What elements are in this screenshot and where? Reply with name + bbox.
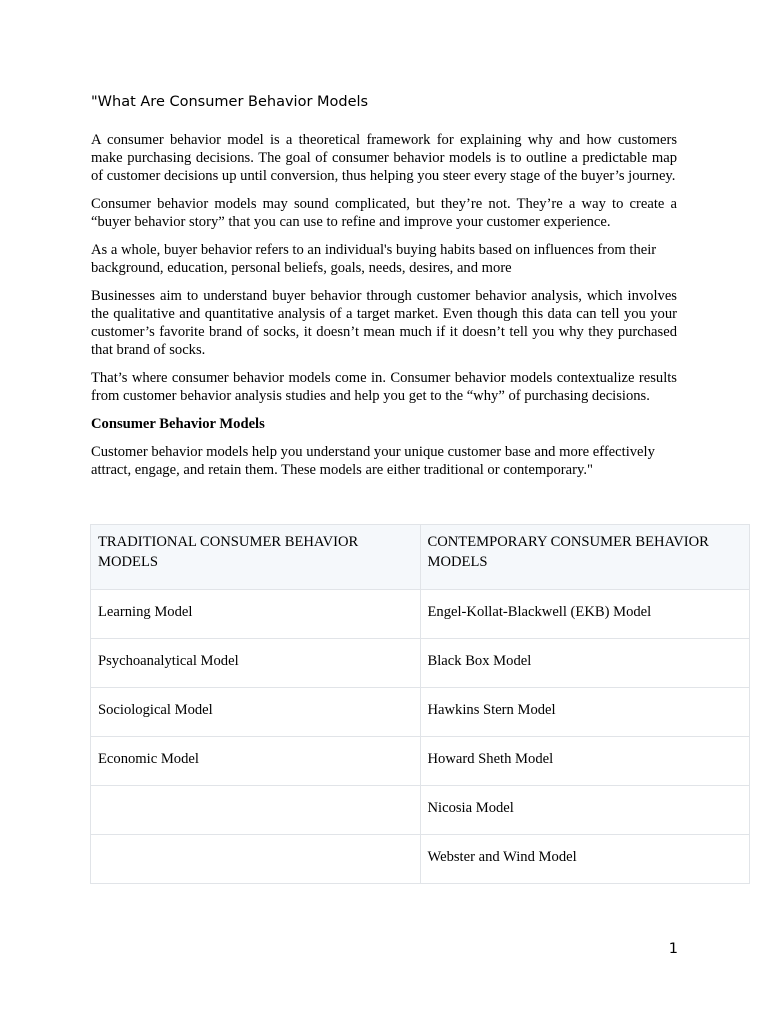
table-cell-contemporary: Engel-Kollat-Blackwell (EKB) Model [420, 590, 750, 639]
header-traditional: TRADITIONAL CONSUMER BEHAVIOR MODELS [91, 525, 421, 590]
table-cell-traditional: Sociological Model [91, 688, 421, 737]
document-body [91, 131, 677, 489]
table-cell-traditional: Economic Model [91, 737, 421, 786]
table-cell-contemporary: Nicosia Model [420, 786, 750, 835]
table-cell-contemporary: Howard Sheth Model [420, 737, 750, 786]
table-cell-contemporary: Webster and Wind Model [420, 835, 750, 884]
paragraph-complexity: Consumer behavior models may sound complicated, but they’re not. They’re a way to create a “buyer behavior story” that you can use to refine and improve your customer experience. [91, 196, 677, 230]
paragraph-closing: Customer behavior models help you understand your unique customer base and more effectively attract, engage, and retain them. These models are either traditional or contemporary." [91, 444, 655, 478]
table-row [91, 786, 750, 835]
header-contemporary: CONTEMPORARY CONSUMER BEHAVIOR MODELS [420, 525, 750, 590]
table-row [91, 590, 750, 639]
table-row [91, 688, 750, 737]
models-table [90, 524, 750, 884]
table-row [91, 737, 750, 786]
table-cell-traditional: Psychoanalytical Model [91, 639, 421, 688]
page-number: 1 [668, 941, 678, 957]
table-header-row [91, 525, 750, 590]
table-row [91, 835, 750, 884]
table-cell-contemporary: Black Box Model [420, 639, 750, 688]
document-title: "What Are Consumer Behavior Models [91, 94, 369, 110]
paragraph-context: That’s where consumer behavior models come in. Consumer behavior models contextualize results from customer behavior analysis studies and help you get to the “why” of purchasing decisions. [91, 370, 677, 404]
section-subheading: Consumer Behavior Models [91, 416, 265, 432]
paragraph-analysis: Businesses aim to understand buyer behavior through customer behavior analysis, which involves the qualitative and quantitative analysis of a target market. Even though this data can tell you your customer’s favorite brand of socks, it doesn’t mean much if it doesn’t tell you why they purchased that brand of socks. [91, 288, 677, 358]
paragraph-definition: A consumer behavior model is a theoretical framework for explaining why and how customers make purchasing decisions. The goal of consumer behavior models is to outline a predictable map of customer decisions up until conversion, thus helping you steer every stage of the buyer’s journey. [91, 132, 677, 184]
table-cell-contemporary: Hawkins Stern Model [420, 688, 750, 737]
paragraph-buyer-behavior: As a whole, buyer behavior refers to an individual's buying habits based on influences from their background, education, personal beliefs, goals, needs, desires, and more [91, 242, 657, 276]
table-cell-traditional: Learning Model [91, 590, 421, 639]
table-row [91, 639, 750, 688]
table-cell-traditional [91, 835, 421, 884]
table-cell-traditional [91, 786, 421, 835]
